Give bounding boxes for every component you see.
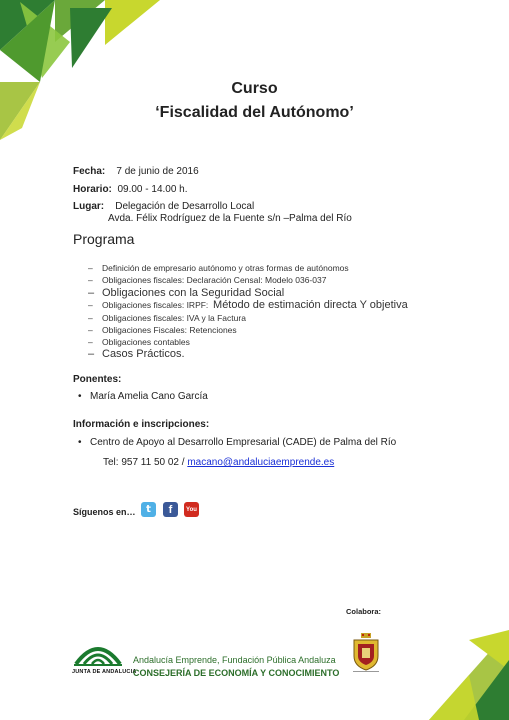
programa-heading: Programa	[73, 231, 135, 247]
municipal-crest-icon	[350, 632, 382, 674]
irpf-label: Obligaciones fiscales: IRPF:	[102, 300, 209, 311]
list-item	[88, 299, 408, 312]
lugar-label: Lugar:	[73, 201, 105, 212]
junta-logo-text: JUNTA DE ANDALUCIA	[72, 669, 137, 675]
phone-text: Tel: 957 11 50 02 /	[103, 457, 188, 468]
contact-line	[103, 457, 334, 468]
course-label: Curso	[231, 80, 278, 97]
list-item: – Definición de empresario autónomo y otras formas de autónomos	[88, 262, 408, 274]
horario-row	[73, 184, 188, 195]
email-link[interactable]: macano@andaluciaemprende.es	[187, 457, 335, 468]
list-item: – Casos Prácticos.	[88, 348, 408, 361]
horario-label: Horario:	[73, 184, 112, 195]
cade-centre: • Centro de Apoyo al Desarrollo Empresarial (CADE) de Palma del Río	[90, 437, 396, 448]
list-item: – Obligaciones fiscales: IVA y la Factura	[88, 312, 408, 324]
lugar-value-1: Delegación de Desarrollo Local	[115, 201, 255, 212]
programa-list	[88, 262, 408, 361]
colabora-label: Colabora:	[346, 607, 382, 616]
horario-value: 09.00 - 14.00 h.	[117, 184, 188, 195]
ponentes-heading: Ponentes:	[73, 374, 122, 385]
siguenos-label: Síguenos en…	[73, 507, 136, 517]
consejeria-name: CONSEJERÍA DE ECONOMÍA Y CONOCIMIENTO	[133, 668, 340, 678]
list-item: – Obligaciones con la Seguridad Social	[88, 287, 408, 300]
ponente-name: • María Amelia Cano García	[90, 391, 208, 402]
irpf-detail: Método de estimación directa Y objetiva	[213, 299, 408, 312]
org-name: Andalucía Emprende, Fundación Pública Andaluza	[133, 655, 336, 665]
informacion-heading: Información e inscripciones:	[73, 419, 210, 430]
lugar-value-2: Avda. Félix Rodríguez de la Fuente s/n –Palma del Río	[108, 213, 352, 224]
facebook-icon[interactable]: f	[163, 502, 178, 517]
top-left-decoration	[0, 0, 175, 145]
fecha-row	[73, 166, 199, 177]
list-item: – Obligaciones contables	[88, 336, 408, 348]
course-title: ‘Fiscalidad del Autónomo’	[155, 104, 354, 121]
list-item: – Obligaciones Fiscales: Retenciones	[88, 324, 408, 336]
bottom-right-decoration	[409, 630, 509, 720]
fecha-value: 7 de junio de 2016	[116, 166, 199, 177]
junta-de-andalucia-logo-icon	[72, 640, 124, 668]
fecha-label: Fecha:	[73, 166, 106, 177]
twitter-icon[interactable]: t	[141, 502, 156, 517]
youtube-icon[interactable]: You	[184, 502, 199, 517]
lugar-row	[73, 201, 254, 212]
list-item: – Obligaciones fiscales: Declaración Censal: Modelo 036-037	[88, 274, 408, 286]
